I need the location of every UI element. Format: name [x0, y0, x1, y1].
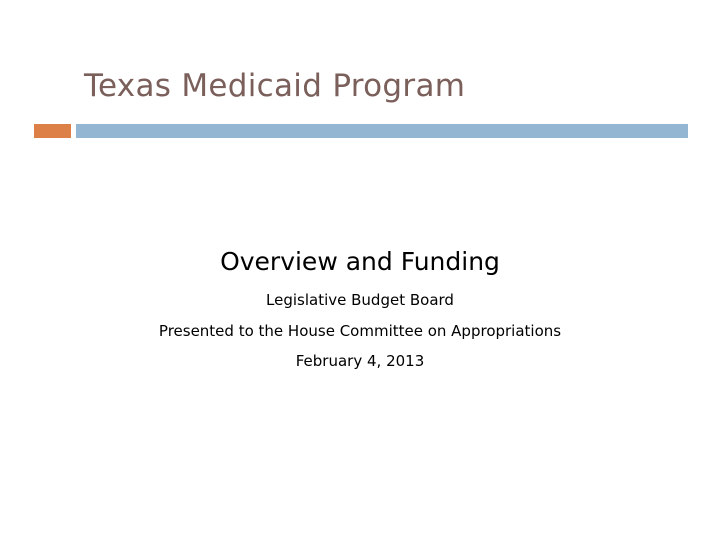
subtitle-block — [0, 244, 720, 371]
slide-title: Texas Medicaid Program — [84, 68, 466, 104]
accent-bar-blue — [76, 124, 688, 138]
date-line: February 4, 2013 — [295, 352, 425, 370]
subtitle-heading: Overview and Funding — [220, 247, 500, 276]
organization-line: Legislative Budget Board — [266, 291, 454, 309]
accent-square-orange — [34, 124, 71, 138]
presented-to-line: Presented to the House Committee on Appropriations — [158, 322, 562, 340]
